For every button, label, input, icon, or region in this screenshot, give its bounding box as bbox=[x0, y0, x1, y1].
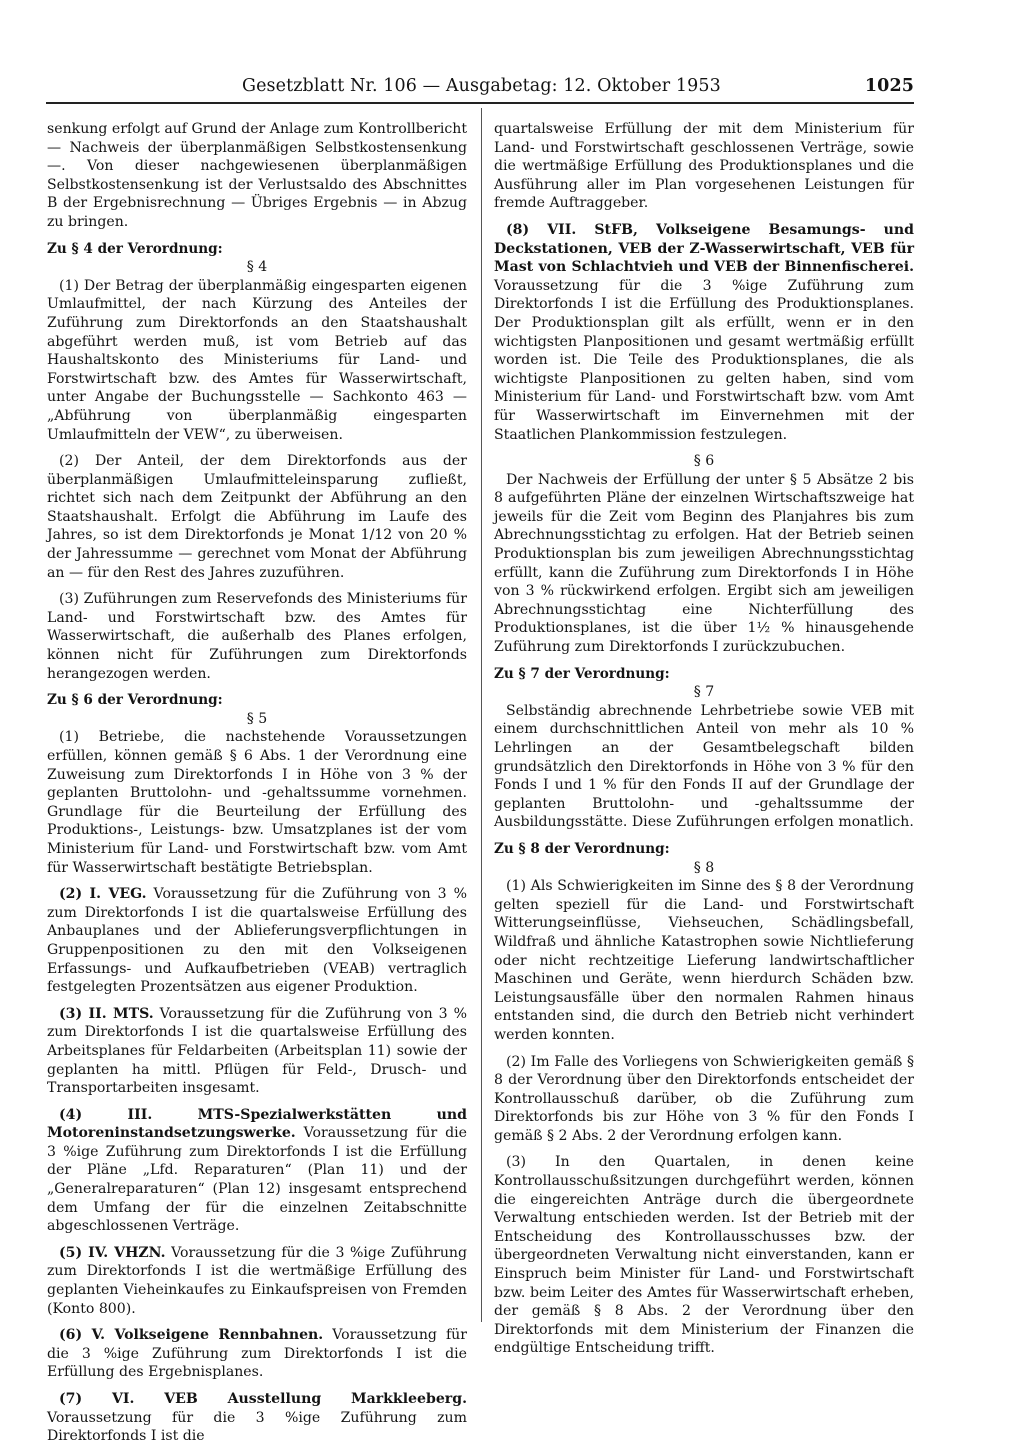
paragraph: (2) Der Anteil, der dem Direktorfonds aus der überplanmäßigen Umlaufmitteleinsparung zufließt, richtet sich nach dem Zeitpunkt der Abführung an den Staatshaushalt. Erfolgt die Abführung im Laufe des Jahres, so ist dem Direktorfonds je Monat 1/12 von 20 % der Jahressumme — gerechnet vom Monat der Abführung an — für den Rest des Jahres zuzuführen. bbox=[47, 453, 467, 581]
paragraph: (1) Als Schwierigkeiten im Sinne des § 8 der Verordnung gelten speziell für die Land- und Forstwirtschaft Witterungseinflüsse, Viehseuchen, Schädlingsbefall, Wildfraß und ähnliche Katastrophen sowie Nichtlieferung oder nicht rechtzeitige Lieferung landwirtschaftlicher Maschinen und Geräte, wenn hierdurch Schäden bzw. Leistungsausfälle über den normalen Rahmen hinaus entstanden sind, die durch den Betrieb nicht verhindert werden konnten. bbox=[494, 878, 914, 1043]
paragraph bbox=[47, 1005, 467, 1098]
paragraph bbox=[494, 221, 914, 444]
paragraph: Der Nachweis der Erfüllung der unter § 5 Absätze 2 bis 8 aufgeführten Pläne der einzelnen Wirtschaftszweige hat jeweils für die Zeit vom Beginn des Planjahres bis zum Abrechnungsstichtag zu erfolgen. Hat der Betrieb seinen Produktionsplan bis zum jeweiligen Abrechnungsstichtag erfüllt, kann die Zuführung zum Direktorfonds I in Höhe von 3 % rückwirkend erfolgen. Ergibt sich am jeweiligen Abrechnungsstichtag eine Nichterfüllung des Produktionsplanes, ist die über 1½ % hinausgehende Zuführung zum Direktorfonds I zurückzubuchen. bbox=[494, 471, 914, 656]
paragraph-lead: (6) V. Volkseigene Rennbahnen. bbox=[59, 1327, 324, 1344]
right-column bbox=[494, 120, 914, 1366]
header-rule bbox=[46, 102, 914, 104]
paragraph-lead: (4) III. MTS-Spezialwerkstätten und Motoreninstandsetzungswerke. bbox=[47, 1106, 467, 1142]
paragraph: Selbständig abrechnende Lehrbetriebe sowie VEB mit einem durchschnittlichen Anteil von mehr als 10 % Lehrlingen an der Gesamtbelegschaft bilden grundsätzlich den Direktorfonds in Höhe von 3 % für den Fonds I und 1 % für den Fonds II auf der Grundlage der geplanten Bruttolohn- und -gehaltssumme der Ausbildungsstätte. Diese Zuführungen erfolgen monatlich. bbox=[494, 702, 914, 831]
paragraph: (1) Betriebe, die nachstehende Voraussetzungen erfüllen, können gemäß § 6 Abs. 1 der Verordnung eine Zuweisung zum Direktorfonds I in Höhe von 3 % der geplanten Bruttolohn- und -gehaltssumme vornehmen. Grundlage für die Beurteilung der Erfüllung des Produktions-, Leistungs- bzw. Umsatzplanes ist der vom Ministerium für Land- und Forstwirtschaft bzw. vom Amt für Wasserwirtschaft bestätigte Betriebsplan. bbox=[47, 729, 467, 876]
paragraph-lead: (3) II. MTS. bbox=[59, 1005, 154, 1022]
section-heading: Zu § 4 der Verordnung: bbox=[47, 240, 223, 257]
paragraph: (3) Zuführungen zum Reservefonds des Ministeriums für Land- und Forstwirtschaft bzw. des Amtes für Wasserwirtschaft, die außerhalb des Planes erfolgen, können nicht für Zuführungen zum Direktorfonds herangezogen werden. bbox=[47, 591, 467, 682]
section-heading: Zu § 8 der Verordnung: bbox=[494, 840, 670, 857]
paragraph bbox=[47, 1106, 467, 1236]
paragraph bbox=[47, 1326, 467, 1382]
paragraph-lead: (2) I. VEG. bbox=[59, 886, 147, 903]
page-number: 1025 bbox=[864, 76, 914, 96]
paragraph: senkung erfolgt auf Grund der Anlage zum Kontrollbericht — Nachweis der überplanmäßigen Selbstkostensenkung —. Von dieser nachgewiesenen überplanmäßigen Selbstkostensenkung ist der Verlustsaldo des Abschnittes B der Ergebnisrechnung — Übriges Ergebnis — in Abzug zu bringen. bbox=[47, 121, 467, 230]
paragraph-lead: (5) IV. VHZN. bbox=[59, 1244, 166, 1261]
section-heading: Zu § 7 der Verordnung: bbox=[494, 665, 670, 682]
header-title: Gesetzblatt Nr. 106 — Ausgabetag: 12. Oktober 1953 bbox=[242, 76, 721, 96]
paragraph-body: Voraussetzung für die 3 %ige Zuführung zum Direktorfonds I ist die Erfüllung des Ergebnisplanes. bbox=[47, 1327, 468, 1381]
page-header bbox=[46, 76, 914, 100]
paragraph-body: Voraussetzung für die 3 %ige Zuführung zum Direktorfonds I ist die Erfüllung der Pläne „Lfd. Reparaturen“ (Plan 11) und der „Generalreparaturen“ (Plan 12) insgesamt entsprechend dem Umfang der für die einzelnen Zeitabschnitte abgeschlossenen Verträge. bbox=[47, 1125, 467, 1235]
paragraph-body: Voraussetzung für die 3 %ige Zuführung zum Direktorfonds I ist die wertmäßige Erfüllung des geplanten Vieheinkaufes zu Einkaufspreisen von Fremden (Konto 800). bbox=[47, 1244, 467, 1317]
paragraph-mark: § 8 bbox=[693, 859, 715, 876]
paragraph: (3) In den Quartalen, in denen keine Kontrollausschußsitzungen durchgeführt werden, können die eingereichten Anträge durch die übergeordnete Verwaltung entschieden werden. Ist der Betrieb mit der Entscheidung des Kontrollausschusses bzw. der übergeordneten Verwaltung nicht einverstanden, kann er Einspruch beim Minister für Land- und Forstwirtschaft bzw. beim Leiter des Amtes für Wasserwirtschaft erheben, der gemäß § 8 Abs. 2 der Verordnung über den Direktorfonds mit dem Ministerium der Finanzen die endgültige Entscheidung trifft. bbox=[494, 1154, 914, 1357]
paragraph-mark: § 7 bbox=[693, 684, 715, 701]
paragraph bbox=[47, 1390, 467, 1446]
paragraph-body: Voraussetzung für die 3 %ige Zuführung zum Direktorfonds I ist die Erfüllung des Produktionsplanes. Der Produktionsplan gilt als erfüllt, wenn er in den wichtigsten Planpositionen und gesamt wertmäßig erfüllt worden ist. Die Teile des Produktionsplanes, die als wichtigste Planpositionen zu gelten haben, sind vom Ministerium für Land- und Forstwirtschaft bzw. vom Amt für Wasserwirtschaft im Einvernehmen mit der Staatlichen Plankommission festzulegen. bbox=[494, 277, 914, 443]
paragraph: quartalsweise Erfüllung der mit dem Ministerium für Land- und Forstwirtschaft geschlossenen Verträge, sowie die wertmäßige Erfüllung des Produktionsplanes und die Ausführung aller im Plan vorgesehenen Leistungen für fremde Auftraggeber. bbox=[494, 121, 914, 212]
paragraph bbox=[47, 1244, 467, 1318]
paragraph: (2) Im Falle des Vorliegens von Schwierigkeiten gemäß § 8 der Verordnung über den Direktorfonds entscheidet der Kontrollausschuß darüber, ob die Zuführung zum Direktorfonds bis zur Höhe von 3 % für den Fonds I gemäß § 2 Abs. 2 der Verordnung erfolgen kann. bbox=[494, 1053, 914, 1144]
section-heading: Zu § 6 der Verordnung: bbox=[47, 692, 223, 709]
paragraph-lead: (8) VII. StFB, Volkseigene Besamungs- und Deckstationen, VEB der Z-Wasserwirtschaft, VEB für Mast von Schlachtvieh und VEB der Binnenfischerei. bbox=[494, 221, 914, 276]
paragraph-mark: § 4 bbox=[246, 259, 268, 276]
paragraph-lead: (7) VI. VEB Ausstellung Markkleeberg. bbox=[59, 1391, 467, 1407]
paragraph-body: Voraussetzung für die Zuführung von 3 % zum Direktorfonds I ist die quartalsweise Erfüllung des Anbauplanes und der Ablieferungsverpflichtungen in Gruppenpositionen zu den mit den Volkseigenen Erfassungs- und Aufkaufbetrieben (VEAB) vertraglich festgelegten Prozentsätzen aus eigener Produktion. bbox=[47, 886, 468, 996]
left-column bbox=[47, 120, 467, 1454]
paragraph-mark: § 5 bbox=[246, 710, 268, 727]
paragraph: (1) Der Betrag der überplanmäßig eingesparten eigenen Umlaufmittel, der nach Kürzung des Anteiles der Zuführung zum Direktorfonds an den Staatshaushalt abgeführt werden muß, ist vom Betrieb auf das Haushaltskonto des Ministeriums für Land- und Forstwirtschaft bzw. des Amtes für Wasserwirtschaft, unter Angabe der Buchungsstelle — Sachkonto 463 — „Abführung von überplanmäßig eingesparten Umlaufmitteln der VEW“, zu überweisen. bbox=[47, 277, 467, 443]
paragraph-body: Voraussetzung für die 3 %ige Zuführung zum Direktorfonds I ist die bbox=[47, 1409, 467, 1445]
paragraph-mark: § 6 bbox=[693, 453, 715, 470]
paragraph-body: Voraussetzung für die Zuführung von 3 % zum Direktorfonds I ist die quartalsweise Erfüllung des Arbeitsplanes für Feldarbeiten (Arbeitsplan 11) sowie der geplanten ha mittl. Pflügen für Feld-, Drusch- und Transportarbeiten insgesamt. bbox=[47, 1005, 467, 1097]
column-divider bbox=[481, 108, 482, 1322]
paragraph bbox=[47, 885, 467, 997]
